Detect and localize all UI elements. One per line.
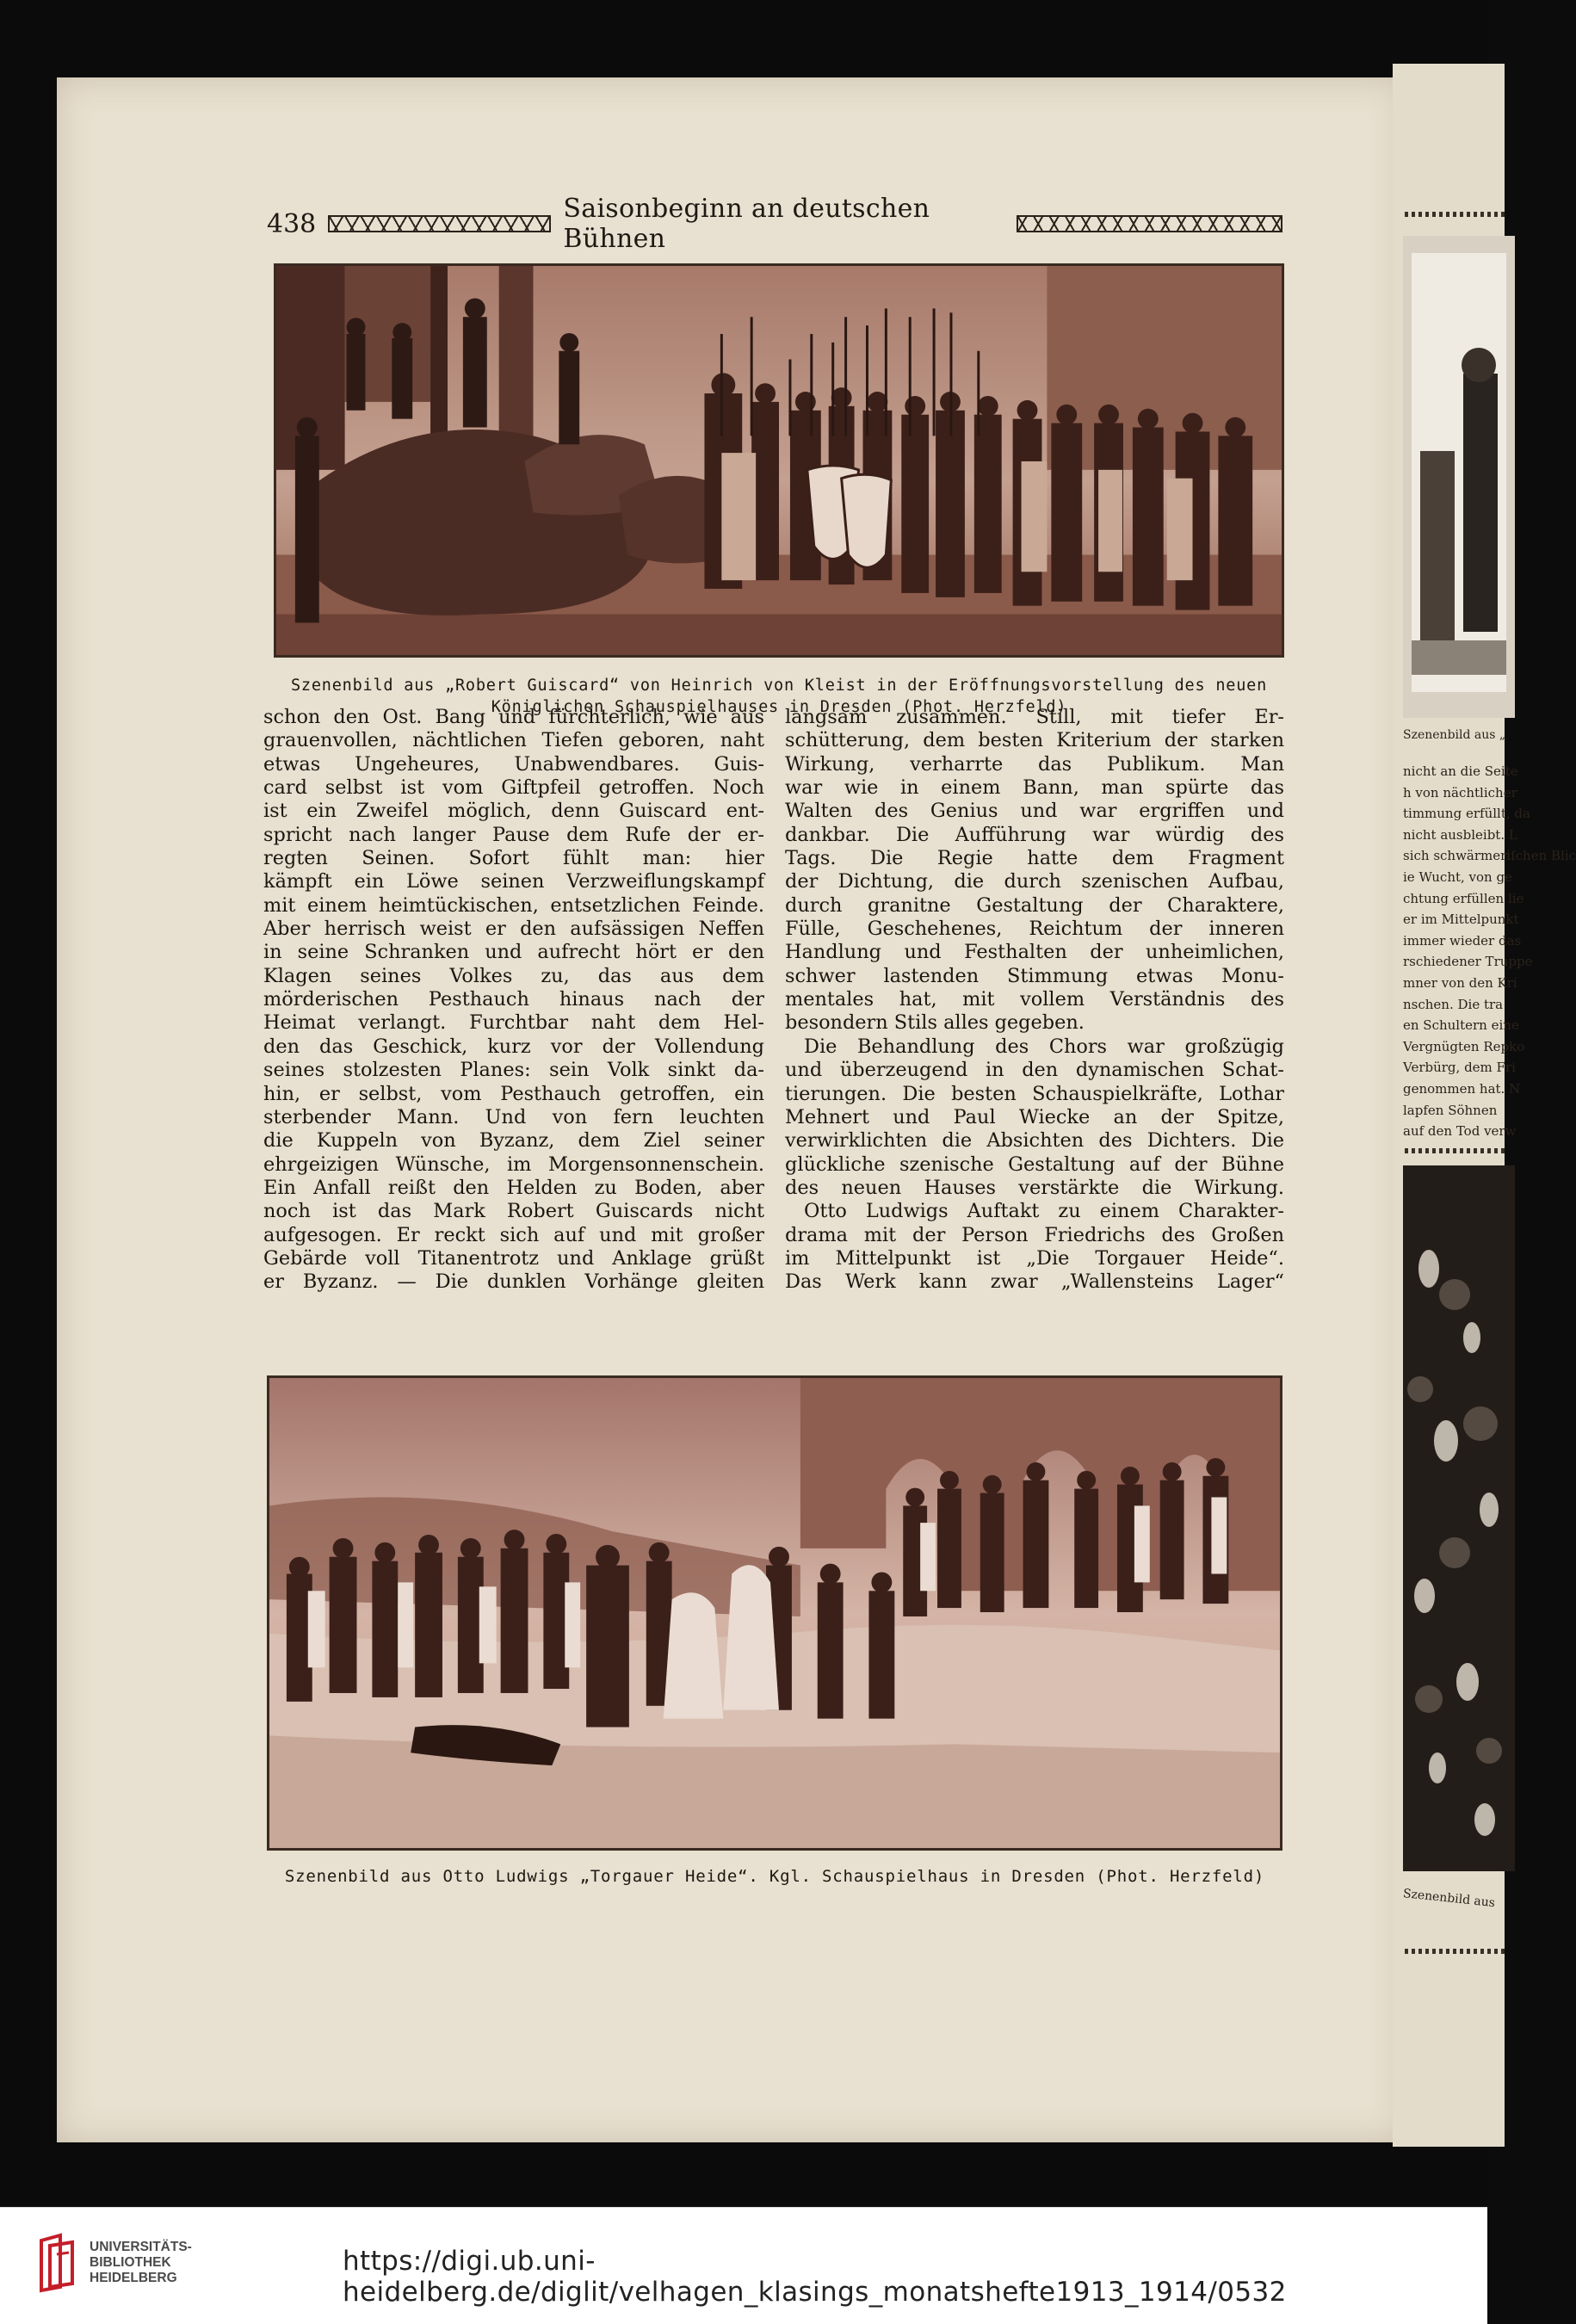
adjacent-photo-bottom (1403, 1165, 1515, 1871)
text-line: Die Behandlung des Chors war großzügig (804, 1035, 1284, 1058)
caption-torgauer-heide: Szenenbild aus Otto Ludwigs „Torgauer Heide“. Kgl. Schauspielhaus in Dresden (Phot. Herzfeld) (284, 1867, 1265, 1886)
text-line: Aber herrisch weist er den aufsässigen Neffen (263, 918, 764, 941)
text-line: card selbst ist vom Giftpfeil getroffen. Noch (263, 776, 764, 800)
text-line: Heimat verlangt. Furchtbar naht dem Hel- (263, 1011, 764, 1035)
text-line: Ein Anfall reißt den Helden zu Boden, aber (263, 1176, 764, 1199)
text-line: Fülle, Geschehenes, Reichtum der inneren (785, 918, 1284, 941)
text-line: ist ein Zweifel möglich, denn Guiscard ent- (263, 800, 764, 823)
text-line: der Dichtung, die durch szenischen Aufbau, (785, 870, 1284, 893)
header-ornament-left (328, 215, 551, 232)
library-name-line: BIBLIOTHEK (90, 2255, 171, 2270)
adjacent-text-line: lapfen Söhnen (1403, 1102, 1498, 1118)
adjacent-text-line: mner von den Kri (1403, 974, 1517, 991)
text-line: Walten des Genius und war ergriffen und (785, 800, 1284, 823)
photo-robert-guiscard-graphic (276, 266, 1282, 655)
running-title: Saisonbeginn an deutschen Bühnen (563, 194, 930, 254)
text-line: mörderischen Pesthauch hinaus nach der (263, 988, 764, 1011)
permalink-url[interactable]: https://digi.ub.uni-heidelberg.de/diglit/velhagen_klasings_monatshefte1913_1914/0532 (343, 2246, 1287, 2308)
adjacent-text-line: h von nächtlicher (1403, 784, 1517, 800)
text-line: schwer lastenden Stimmung etwas Monu- (785, 964, 1284, 987)
text-line: verwirklichten die Absichten des Dichters. Die (785, 1129, 1284, 1153)
adjacent-text (1403, 761, 1576, 1142)
text-line: durch granitne Gestaltung der Charaktere, (785, 893, 1284, 917)
adjacent-text-line: Vergnügten Repko (1403, 1038, 1525, 1054)
text-line: noch ist das Mark Robert Guiscards nicht (263, 1200, 764, 1223)
adjacent-text-line: chtung erfüllen lie (1403, 890, 1524, 906)
ornament-rule (1405, 1949, 1508, 1954)
caption-line: Königlichen Schauspielhauses in Dresden (Phot. Herzfeld) (491, 698, 1067, 716)
page-number: 438 (267, 208, 317, 239)
text-line: kämpft ein Löwe seinen Verzweiflungskampf (263, 870, 764, 893)
adjacent-text-line: ie Wucht, von ge (1403, 868, 1512, 885)
adjacent-text-line: rschiedener Truppe (1403, 954, 1533, 970)
text-line: Handlung und Festhalten der unheimlichen, (785, 941, 1284, 964)
text-line: besondern Stils alles gegeben. (785, 1011, 1085, 1035)
text-line: Klagen seines Volkes zu, das aus dem (263, 964, 764, 987)
text-line: dankbar. Die Aufführung war würdig des (785, 823, 1284, 846)
text-line: grauenvollen, nächtlichen Tiefen geboren, naht (263, 729, 764, 752)
text-line: mit einem heimtückischen, entsetzlichen Feinde. (263, 893, 764, 917)
text-line: im Mittelpunkt ist „Die Torgauer Heide“. (785, 1246, 1284, 1270)
adjacent-text-line: sich schwärmeriſchen Blic (1403, 848, 1576, 864)
page-header (267, 194, 1282, 254)
adjacent-text-line: er im Mittelpunkt (1403, 912, 1519, 928)
library-name-line: UNIVERSITÄTS- (90, 2240, 192, 2254)
adjacent-text-line: timmung erfüllt, da (1403, 806, 1530, 822)
text-line: in seine Schranken und aufrecht hört er den (263, 941, 764, 964)
text-line: Wirkung, verharrte das Publikum. Man (785, 752, 1284, 776)
adjacent-photo-graphic (1403, 236, 1515, 718)
text-line: aufgesogen. Er reckt sich auf und mit großer (263, 1223, 764, 1246)
photo-torgauer-heide (267, 1375, 1282, 1851)
library-name-line: HEIDELBERG (90, 2271, 177, 2285)
text-line: Gebärde voll Titanentrotz und Anklage grüßt (263, 1246, 764, 1270)
text-line: ehrgeizigen Wünsche, im Morgensonnenschein. (263, 1153, 764, 1176)
adjacent-caption-top: Szenenbild aus „ (1403, 728, 1506, 742)
adjacent-text-line: en Schultern eine (1403, 1017, 1519, 1034)
adjacent-page (1393, 64, 1576, 2147)
adjacent-photo-graphic (1403, 1165, 1515, 1871)
text-line: Otto Ludwigs Auftakt zu einem Charakter- (804, 1200, 1284, 1223)
text-line: langsam zusammen. Still, mit tiefer Er- (785, 706, 1284, 728)
text-line: sterbender Mann. Und von fern leuchten (263, 1105, 764, 1128)
text-line: er Byzanz. — Die dunklen Vorhänge gleiten (263, 1270, 764, 1294)
text-line: seines stolzesten Planes: sein Volk sinkt da- (263, 1059, 764, 1082)
adjacent-text-line: nicht ausbleibt. L (1403, 826, 1517, 843)
text-line: Das Werk kann zwar „Wallensteins Lager“ (785, 1270, 1284, 1294)
text-line: regten Seinen. Sofort fühlt man: hier (263, 847, 764, 870)
text-line: die Kuppeln von Byzanz, dem Ziel seiner (263, 1129, 764, 1153)
text-line: Mehnert und Paul Wiecke an der Spitze, (785, 1105, 1284, 1128)
text-line: und überzeugend in den dynamischen Schat- (785, 1059, 1284, 1082)
adjacent-caption-bottom: Szenenbild aus (1402, 1887, 1496, 1911)
text-line: schütterung, dem besten Kriterium der starken (785, 729, 1284, 752)
text-column-right (785, 706, 1284, 1295)
viewer-footer (0, 2207, 1487, 2324)
library-name (90, 2240, 192, 2286)
text-line: mentales hat, mit vollem Verständnis des (785, 988, 1284, 1011)
text-line: tierungen. Die besten Schauspielkräfte, Lothar (785, 1082, 1284, 1105)
photo-robert-guiscard (274, 263, 1284, 658)
text-line: des neuen Hauses verstärkte die Wirkung. (785, 1176, 1284, 1199)
text-line: war wie in einem Bann, man spürte das (785, 776, 1284, 800)
ornament-rule (1405, 1148, 1508, 1153)
text-line: schon den Ost. Bang und fürchterlich, wie aus (263, 706, 764, 728)
adjacent-text-line: auf den Tod verw (1403, 1123, 1517, 1140)
text-column-left (263, 706, 764, 1295)
library-logo-icon (34, 2234, 79, 2292)
text-line: Tags. Die Regie hatte dem Fragment (785, 847, 1284, 870)
adjacent-text-line: immer wieder das (1403, 932, 1522, 949)
adjacent-text-line: genommen hat. N (1403, 1080, 1521, 1097)
text-line: hin, er selbst, vom Pesthauch getroffen, ein (263, 1082, 764, 1105)
adjacent-text-line: nicht an die Seite (1403, 763, 1518, 779)
text-line: drama mit der Person Friedrichs des Großen (785, 1223, 1284, 1246)
text-line: glückliche szenische Gestaltung auf der Bühne (785, 1153, 1284, 1176)
ornament-rule (1405, 212, 1508, 217)
text-line: etwas Ungeheures, Unabwendbares. Guis- (263, 752, 764, 776)
adjacent-text-line: Verbürg, dem Fri (1403, 1060, 1516, 1076)
adjacent-text-line: nschen. Die tra (1403, 996, 1504, 1012)
header-ornament-right (1017, 215, 1282, 232)
text-line: den das Geschick, kurz vor der Vollendung (263, 1035, 764, 1058)
adjacent-photo-top (1403, 236, 1515, 718)
caption-line: Szenenbild aus „Robert Guiscard“ von Heinrich von Kleist in der Eröffnungsvorstellung des neuen (290, 677, 1268, 695)
photo-torgauer-heide-graphic (269, 1378, 1280, 1848)
library-logo (34, 2234, 192, 2292)
text-line: spricht nach langer Pause dem Rufe der er- (263, 823, 764, 846)
